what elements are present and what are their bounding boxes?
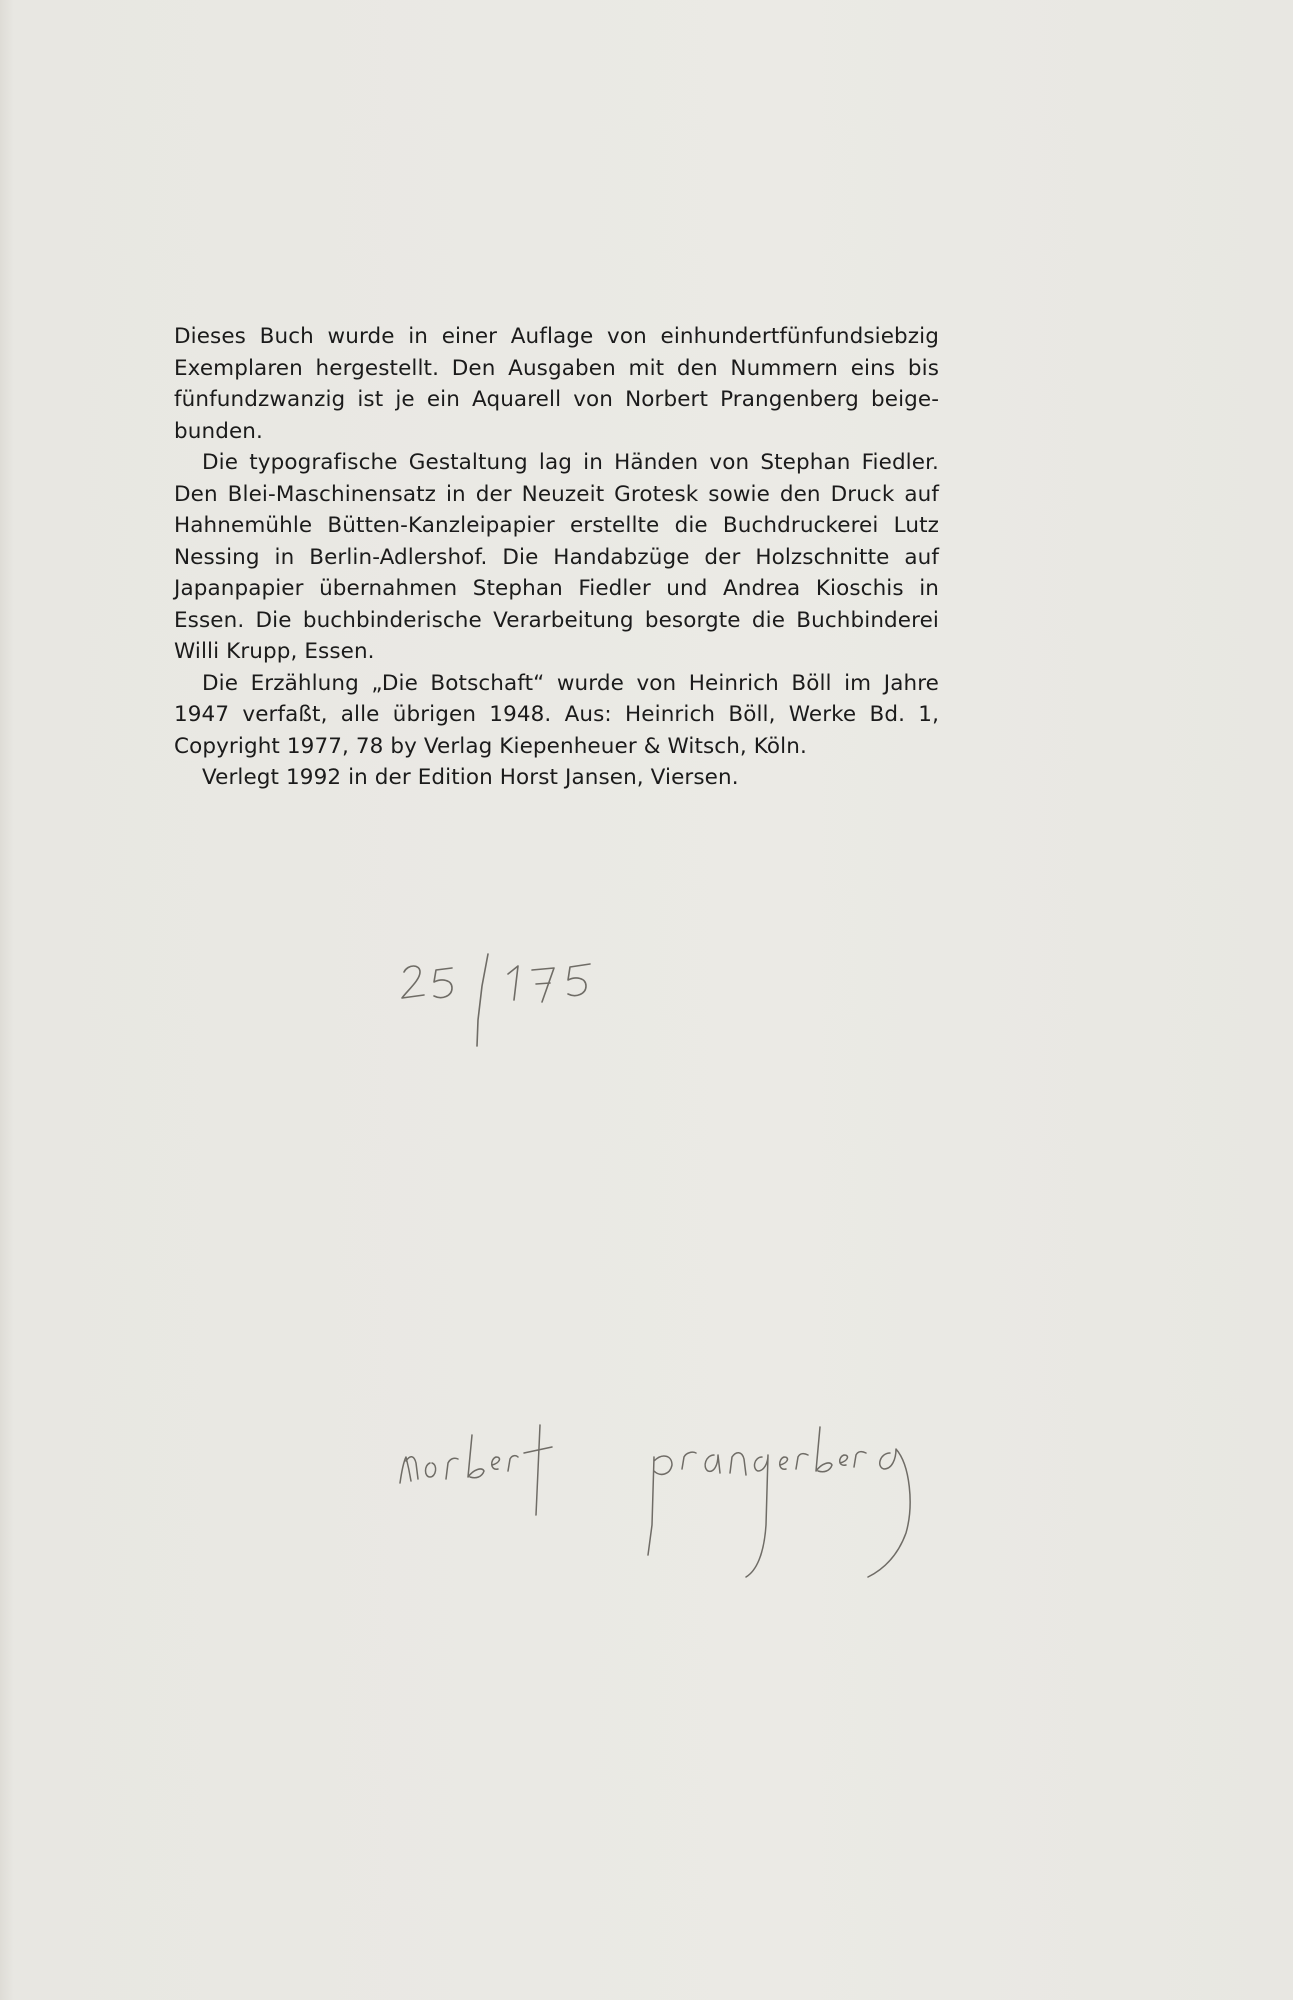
handwritten-signature bbox=[390, 1405, 950, 1605]
colophon-paragraph-copyright: Die Erzählung „Die Botschaft“ wurde von Heinrich Böll im Jahre 1947 verfaßt, alle übrigen 1948. Aus: Heinrich Böll, Werke Bd. 1, Copyright 1977, 78 by Verlag Kiepenheuer & Witsch, Köln. bbox=[174, 670, 939, 759]
colophon-paragraph-publisher: Verlegt 1992 in der Edition Horst Jansen, Viersen. bbox=[202, 765, 739, 790]
colophon-paragraph-production: Die typografische Gestaltung lag in Händen von Stephan Fiedler. Den Blei-Maschinensatz in der Neuzeit Grotesk sowie den Druck auf Hahnemühle Bütten-Kanzleipapier erstellte die Buchdruckerei Lutz Nessing in Berlin-Adlershof. Die Handabzüge der Holzschnitte auf Japanpapier übernahmen Stephan Fiedler und Andrea Kioschis in Essen. Die buchbinderische Verarbeitung besorgte die Buchbinderei Willi Krupp, Essen. bbox=[174, 450, 939, 664]
colophon-text bbox=[174, 321, 939, 794]
colophon-paragraph-edition: Dieses Buch wurde in einer Auflage von einhundertfünfundsiebzig Exemplaren hergestellt. Den Ausgaben mit den Nummern eins bis fünfundzwanzig ist je ein Aquarell von Norbert Prangenberg beigebunden. bbox=[174, 324, 939, 444]
handwritten-edition-number bbox=[390, 950, 640, 1060]
